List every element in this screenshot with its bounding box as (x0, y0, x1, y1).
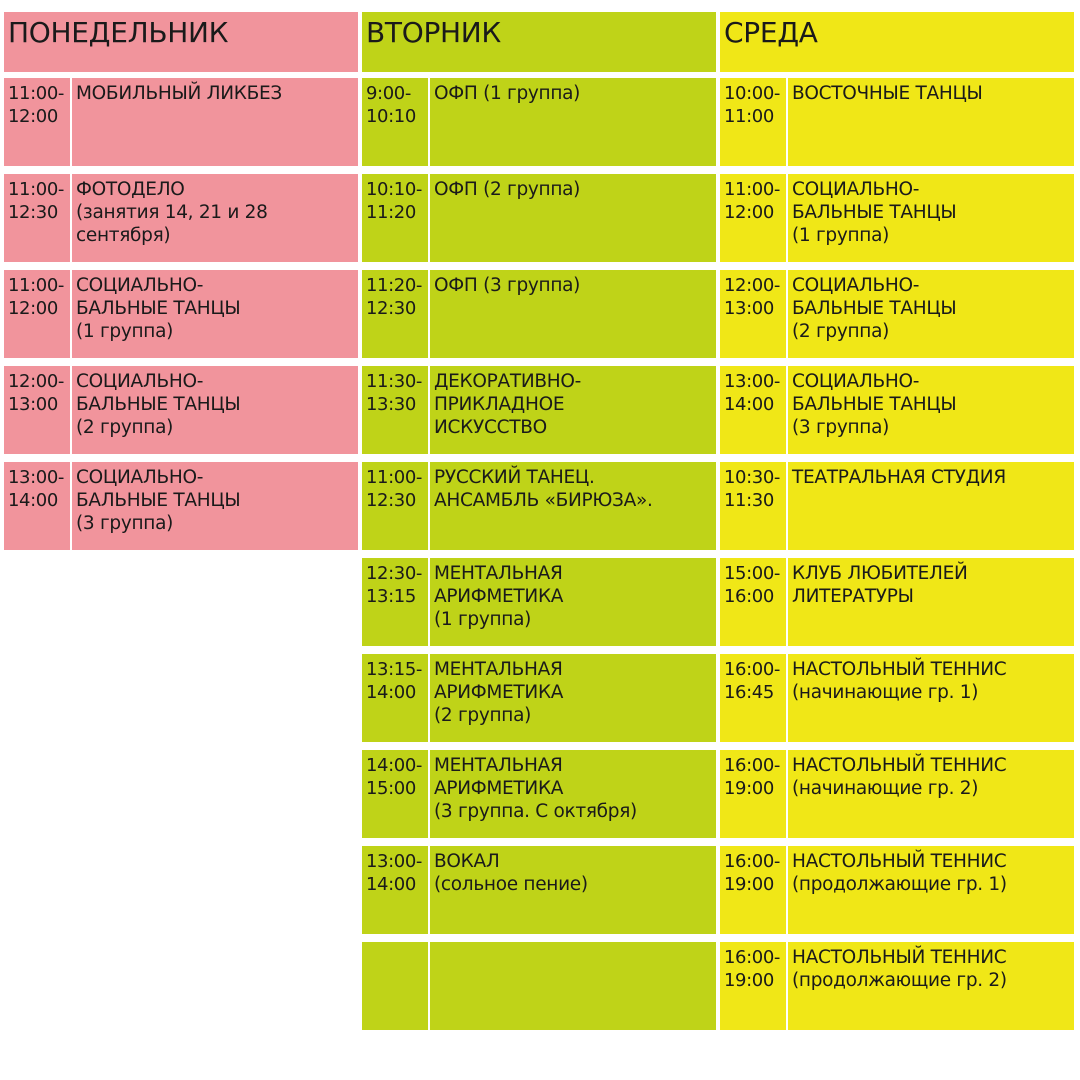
time-cell: 13:00- 14:00 (366, 851, 422, 895)
activity-cell: ОФП (2 группа) (434, 179, 581, 200)
schedule-row (362, 78, 716, 166)
schedule-row (362, 750, 716, 838)
schedule-row (720, 942, 1074, 1030)
activity-cell: ТЕАТРАЛЬНАЯ СТУДИЯ (792, 467, 1006, 488)
day-header-tuesday: ВТОРНИК (362, 12, 716, 72)
time-cell: 11:00- 12:30 (8, 179, 64, 223)
schedule-row (4, 366, 358, 454)
time-cell: 13:00- 14:00 (724, 371, 780, 415)
activity-cell: ФОТОДЕЛО (занятия 14, 21 и 28 сентября) (76, 179, 268, 246)
time-cell: 14:00- 15:00 (366, 755, 422, 799)
activity-cell: СОЦИАЛЬНО- БАЛЬНЫЕ ТАНЦЫ (1 группа) (76, 275, 241, 342)
activity-cell: ВОСТОЧНЫЕ ТАНЦЫ (792, 83, 983, 104)
time-cell: 10:00- 11:00 (724, 83, 780, 127)
schedule-row (362, 366, 716, 454)
time-cell: 13:15- 14:00 (366, 659, 422, 703)
activity-cell: ВОКАЛ (сольное пение) (434, 851, 588, 895)
time-cell: 11:20- 12:30 (366, 275, 422, 319)
time-cell: 16:00- 19:00 (724, 947, 780, 991)
column-tuesday (362, 0, 716, 1038)
schedule-row (4, 462, 358, 550)
activity-cell: КЛУБ ЛЮБИТЕЛЕЙ ЛИТЕРАТУРЫ (792, 563, 968, 607)
schedule-row (4, 270, 358, 358)
activity-cell: СОЦИАЛЬНО- БАЛЬНЫЕ ТАНЦЫ (3 группа) (76, 467, 241, 534)
day-header-wednesday: СРЕДА (720, 12, 1074, 72)
schedule-row (720, 558, 1074, 646)
schedule-row (720, 366, 1074, 454)
time-cell: 10:30- 11:30 (724, 467, 780, 511)
time-cell: 16:00- 19:00 (724, 755, 780, 799)
time-cell: 11:30- 13:30 (366, 371, 422, 415)
time-cell: 12:30- 13:15 (366, 563, 422, 607)
activity-cell: МЕНТАЛЬНАЯ АРИФМЕТИКА (1 группа) (434, 563, 564, 630)
schedule-row (362, 558, 716, 646)
activity-cell: СОЦИАЛЬНО- БАЛЬНЫЕ ТАНЦЫ (2 группа) (792, 275, 957, 342)
activity-cell: НАСТОЛЬНЫЙ ТЕННИС (продолжающие гр. 1) (792, 851, 1007, 895)
time-cell: 11:00- 12:00 (8, 275, 64, 319)
time-cell: 13:00- 14:00 (8, 467, 64, 511)
time-cell: 11:00- 12:00 (724, 179, 780, 223)
schedule-row (720, 78, 1074, 166)
schedule-row (720, 174, 1074, 262)
rows-monday (4, 78, 358, 550)
time-cell: 12:00- 13:00 (724, 275, 780, 319)
time-cell: 12:00- 13:00 (8, 371, 64, 415)
time-cell (362, 942, 428, 1030)
time-cell: 10:10- 11:20 (366, 179, 422, 223)
time-cell: 11:00- 12:30 (366, 467, 422, 511)
schedule-row (362, 654, 716, 742)
schedule-row (362, 174, 716, 262)
schedule-row (720, 846, 1074, 934)
activity-cell: СОЦИАЛЬНО- БАЛЬНЫЕ ТАНЦЫ (2 группа) (76, 371, 241, 438)
time-cell: 15:00- 16:00 (724, 563, 780, 607)
schedule-row (362, 270, 716, 358)
activity-cell: МОБИЛЬНЫЙ ЛИКБЕЗ (76, 83, 282, 104)
schedule-row (720, 750, 1074, 838)
activity-cell: РУССКИЙ ТАНЕЦ. АНСАМБЛЬ «БИРЮЗА». (434, 467, 653, 511)
schedule-row (720, 654, 1074, 742)
time-cell: 16:00- 16:45 (724, 659, 780, 703)
column-wednesday (720, 0, 1074, 1038)
schedule-row-empty (362, 942, 716, 1030)
activity-cell (430, 942, 716, 1030)
activity-cell: ДЕКОРАТИВНО- ПРИКЛАДНОЕ ИСКУССТВО (434, 371, 582, 438)
schedule-row (720, 462, 1074, 550)
rows-tuesday (362, 78, 716, 1030)
activity-cell: НАСТОЛЬНЫЙ ТЕННИС (продолжающие гр. 2) (792, 947, 1007, 991)
day-header-monday: ПОНЕДЕЛЬНИК (4, 12, 358, 72)
time-cell: 16:00- 19:00 (724, 851, 780, 895)
activity-cell: ОФП (1 группа) (434, 83, 581, 104)
activity-cell: ОФП (3 группа) (434, 275, 581, 296)
time-cell: 11:00- 12:00 (8, 83, 64, 127)
schedule-row (720, 270, 1074, 358)
schedule-row (4, 174, 358, 262)
rows-wednesday (720, 78, 1074, 1030)
activity-cell: СОЦИАЛЬНО- БАЛЬНЫЕ ТАНЦЫ (3 группа) (792, 371, 957, 438)
schedule-row (4, 78, 358, 166)
column-monday (4, 0, 358, 558)
activity-cell: СОЦИАЛЬНО- БАЛЬНЫЕ ТАНЦЫ (1 группа) (792, 179, 957, 246)
time-cell: 9:00- 10:10 (366, 83, 416, 127)
schedule-row (362, 462, 716, 550)
activity-cell: НАСТОЛЬНЫЙ ТЕННИС (начинающие гр. 2) (792, 755, 1007, 799)
activity-cell: НАСТОЛЬНЫЙ ТЕННИС (начинающие гр. 1) (792, 659, 1007, 703)
schedule-row (362, 846, 716, 934)
activity-cell: МЕНТАЛЬНАЯ АРИФМЕТИКА (2 группа) (434, 659, 564, 726)
activity-cell: МЕНТАЛЬНАЯ АРИФМЕТИКА (3 группа. С октября) (434, 755, 637, 822)
